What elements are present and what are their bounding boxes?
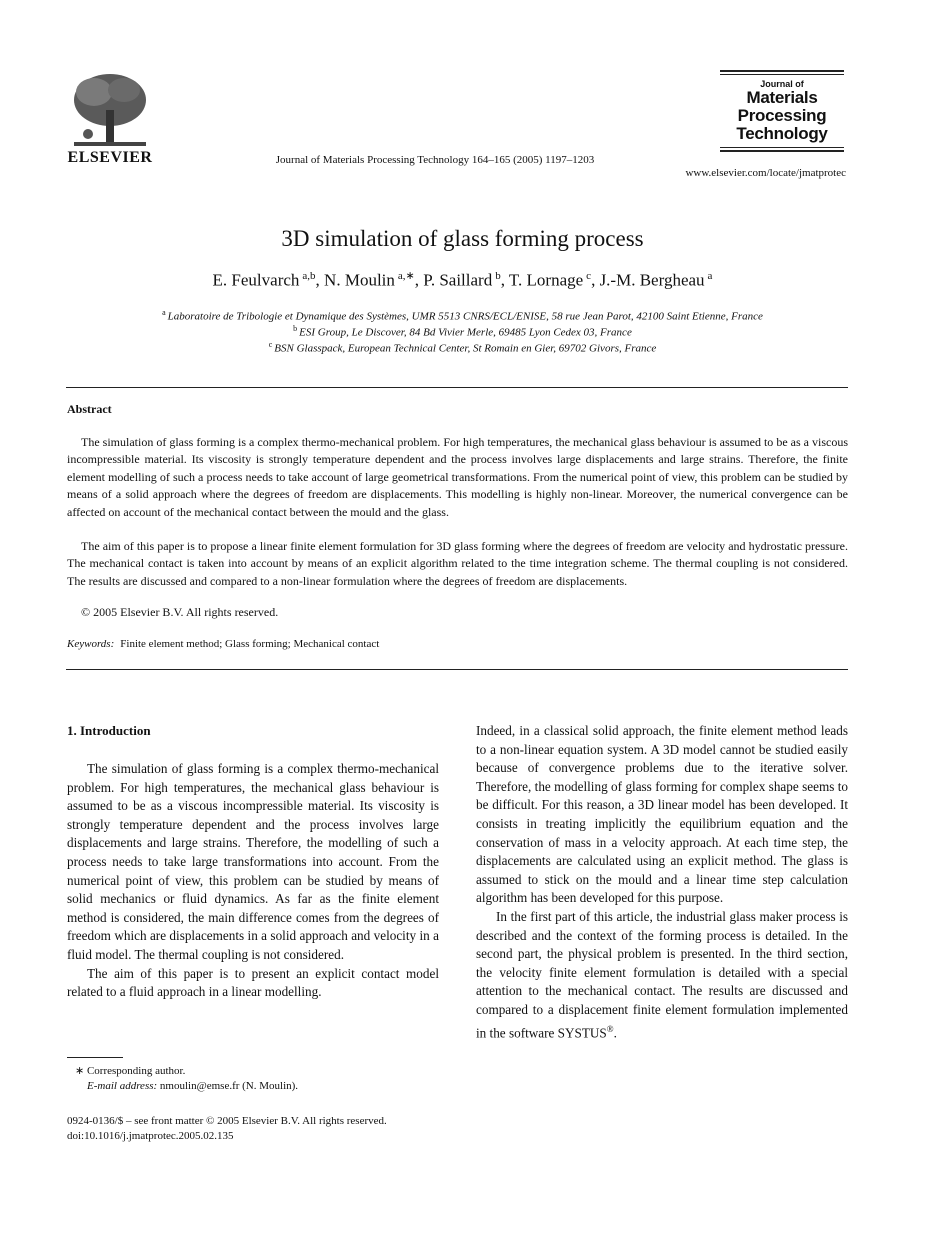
abstract-copyright: © 2005 Elsevier B.V. All rights reserved. (81, 605, 279, 619)
column-right (476, 722, 848, 1042)
author-name: T. Lornage (508, 270, 584, 290)
column-left (67, 760, 439, 1002)
abstract-paragraph-2: The aim of this paper is to propose a linear finite element formulation for 3D glass forming where the degrees of freedom are velocity and hydrostatic pressure. The mechanical contact is taken into account by means of an explicit algorithm related to the time integration scheme. The thermal coupling is not considered. The results are discussed and compared to a non-linear formulation where the degrees of freedom are displacements. (67, 539, 848, 588)
footnote-mark: ∗ (75, 1065, 85, 1077)
page-footer (67, 1114, 387, 1144)
abstract-heading: Abstract (67, 402, 112, 416)
article-title: 3D simulation of glass forming process (281, 226, 644, 251)
masthead-title-line: Processing (737, 106, 827, 125)
affiliation-text: Laboratoire de Tribologie et Dynamique des Systèmes, UMR 5513 CNRS/ECL/ENISE, 58 rue Jean Parot, 42100 Saint Etienne, France (167, 310, 763, 323)
keywords (67, 638, 379, 650)
email-label: E-mail address: (87, 1080, 158, 1092)
author-name: N. Moulin (324, 270, 395, 290)
masthead-journal-of: Journal of (760, 79, 804, 89)
intro-paragraph (476, 908, 848, 1043)
author-separator: , (500, 270, 509, 290)
section-heading-introduction: 1. Introduction (67, 723, 151, 738)
affiliation-text: ESI Group, Le Discover, 84 Bd Vivier Merle, 69485 Lyon Cedex 03, France (299, 326, 632, 339)
email-address[interactable]: nmoulin@emse.fr (N. Moulin). (159, 1080, 299, 1092)
keywords-label: Keywords: (67, 638, 115, 650)
author-affiliation-mark: a,∗ (397, 270, 415, 282)
journal-url[interactable]: www.elsevier.com/locate/jmatprotec (685, 167, 846, 179)
affiliation-mark: a (162, 308, 166, 317)
author-name: P. Saillard (423, 270, 493, 290)
footnote-text: Corresponding author. (86, 1065, 186, 1077)
intro-paragraph-end: . (613, 1024, 617, 1040)
divider-top (66, 387, 848, 388)
author-name: E. Feulvarch (212, 270, 300, 290)
footnote-email-line (67, 1079, 298, 1094)
author-separator: , (414, 270, 424, 290)
author-name: J.-M. Bergheau (599, 270, 705, 290)
author-separator: , (591, 270, 600, 290)
author-list (0, 269, 925, 291)
affiliation-c (0, 340, 925, 355)
masthead-rule-top (720, 70, 844, 72)
masthead-rule-bottom-thin (720, 147, 844, 148)
author-affiliation-mark: b (495, 270, 501, 282)
affiliation-b (0, 324, 925, 339)
affiliation-mark: b (293, 324, 298, 333)
intro-paragraph: The aim of this paper is to present an explicit contact model related to a fluid approach in a linear modelling. (67, 965, 439, 1000)
intro-paragraph-text: In the first part of this article, the industrial glass maker process is described and the context of the forming process is detailed. In the second part, the physical problem is presented. In the third section, the velocity finite element formulation is detailed with a special attention to the mechanical contact. The results are discussed and compared to a displacement finite element formulation implemented in the software SYSTUS (476, 908, 848, 1040)
author-affiliation-mark: c (586, 270, 592, 282)
abstract-paragraph-1: The simulation of glass forming is a complex thermo-mechanical problem. For high temperatures, the mechanical glass behaviour is assumed to be as a viscous incompressible material. Its viscosity is strongly temperature dependent and the process involves large displacements and large strains. Therefore, the finite element modelling of such a process needs to take account of large geometrical transformations. From the numerical point of view, this problem can be studied by means of a solid approach where the degrees of freedom are displacements. This modelling is highly non-linear. Moreover, the numerical convergence can be affected on account of the mechanical contact between the mould and the glass. (67, 435, 848, 519)
journal-masthead (720, 70, 844, 154)
masthead-rule-bottom (720, 150, 844, 152)
author-affiliation-mark: a (707, 270, 713, 282)
journal-citation: Journal of Materials Processing Technology 164–165 (2005) 1197–1203 (275, 154, 595, 166)
author-separator: , (315, 270, 325, 290)
footnote-corresponding (67, 1064, 298, 1079)
affiliation-text: BSN Glasspack, European Technical Center, St Romain en Gier, 69702 Givors, France (274, 342, 657, 355)
divider-bottom (66, 669, 848, 670)
masthead-rule-top-thin (720, 74, 844, 75)
registered-mark: ® (606, 1023, 614, 1034)
footnote-rule (67, 1057, 123, 1058)
publisher-name: ELSEVIER (67, 149, 153, 166)
author-affiliation-mark: a,b (302, 270, 316, 282)
masthead-title-line: Technology (736, 124, 828, 143)
footnote (67, 1064, 298, 1094)
intro-paragraph: Indeed, in a classical solid approach, the finite element method leads to a non-linear equation system. A 3D model cannot be studied easily because of convergence problems due to the iterative solver. Therefore, the modelling of glass forming for complex shape seems to be difficult. For this reason, a 3D linear model has been developed. It consists in treating implicitly the equilibrium equation and the conservation of mass in a velocity approach. At each time step, the displacements are calculated using an explicit method. The glass is assumed to stick on the mould and a linear time step calculation algorithm has been developed for this purpose. (476, 723, 848, 906)
footer-issn: 0924-0136/$ – see front matter © 2005 Elsevier B.V. All rights reserved. (67, 1115, 387, 1127)
masthead-title-line: Materials (746, 88, 818, 107)
footer-doi[interactable]: doi:10.1016/j.jmatprotec.2005.02.135 (67, 1130, 234, 1142)
affiliation-mark: c (268, 340, 273, 349)
intro-paragraph: The simulation of glass forming is a complex thermo-mechanical problem. For high temperatures, the mechanical glass behaviour is assumed to be as a viscous incompressible material. Its viscosity is strongly temperature dependent and the process involves large displacements and large strains. Therefore, the modelling of such a process needs to take large transformations into account. From the numerical point of view, this problem can be studied by means of solid mechanics or fluid dynamics. As far as the finite element method is considered, the main difference comes from the degrees of freedom which are displacements in a solid approach and velocity in a fluid model. The thermal coupling is not considered. (67, 761, 439, 962)
keywords-list: Finite element method; Glass forming; Mechanical contact (120, 638, 380, 650)
affiliation-a (0, 308, 925, 323)
